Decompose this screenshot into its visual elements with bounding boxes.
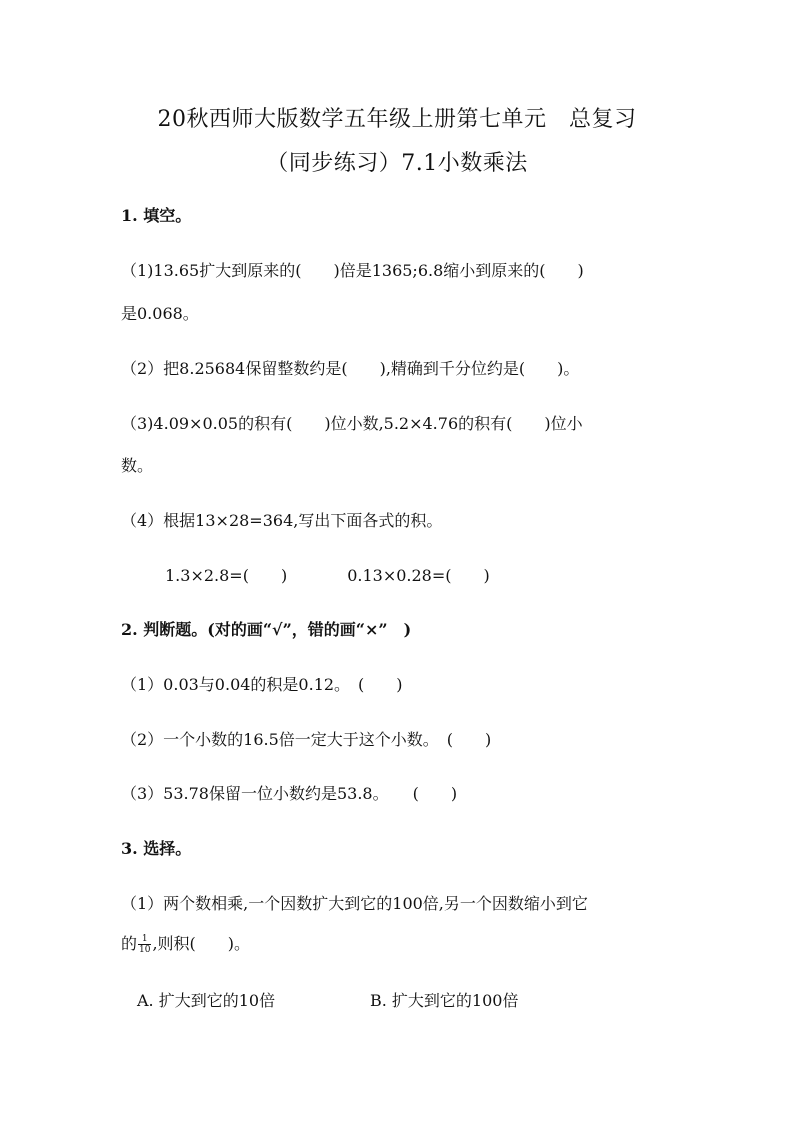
- worksheet-title-line2: （同步练习）7.1小数乘法: [266, 151, 528, 176]
- s1-q4: （4）根据13×28=364,写出下面各式的积。: [121, 511, 443, 530]
- s1-q4-b: 0.13×0.28=( ): [347, 566, 490, 585]
- s3-option-a: A. 扩大到它的10倍: [137, 991, 276, 1010]
- s3-q1-line2-pre: 的: [121, 934, 138, 953]
- fraction-denominator: 10: [139, 945, 151, 955]
- section3-heading: 3. 选择。: [121, 839, 192, 858]
- s1-q2: （2）把8.25684保留整数约是( ),精确到千分位约是( )。: [121, 359, 580, 378]
- s3-q1-options: [137, 988, 697, 1011]
- s3-q1-line2-post: ,则积( )。: [152, 934, 251, 953]
- s3-q1-line2: [121, 931, 681, 955]
- s1-q3-line1: （3)4.09×0.05的积有( )位小数,5.2×4.76的积有( )位小: [121, 414, 583, 433]
- s2-q1: （1）0.03与0.04的积是0.12。 ( ): [121, 675, 403, 694]
- s1-q1-line1: （1)13.65扩大到原来的( )倍是1365;6.8缩小到原来的( ): [121, 261, 584, 280]
- worksheet-title-line1: 20秋西师大版数学五年级上册第七单元 总复习: [157, 107, 637, 132]
- s3-option-b: B. 扩大到它的100倍: [370, 991, 519, 1010]
- s2-q2: （2）一个小数的16.5倍一定大于这个小数。 ( ): [121, 730, 492, 749]
- s1-q3-line2: 数。: [121, 456, 154, 475]
- fraction-numerator: 1: [138, 934, 151, 945]
- s1-q1-line2: 是0.068。: [121, 304, 199, 323]
- s3-q1-line1: （1）两个数相乘,一个因数扩大到它的100倍,另一个因数缩小到它: [121, 894, 588, 913]
- section2-heading: 2. 判断题。(对的画“√”，错的画“×” ): [121, 620, 412, 639]
- section1-heading: 1. 填空。: [121, 206, 192, 225]
- s1-q4-answers: [165, 563, 725, 586]
- fraction-one-tenth: [138, 934, 151, 955]
- s2-q3: （3）53.78保留一位小数约是53.8。 ( ): [121, 784, 458, 803]
- s1-q4-a: 1.3×2.8=( ): [165, 566, 288, 585]
